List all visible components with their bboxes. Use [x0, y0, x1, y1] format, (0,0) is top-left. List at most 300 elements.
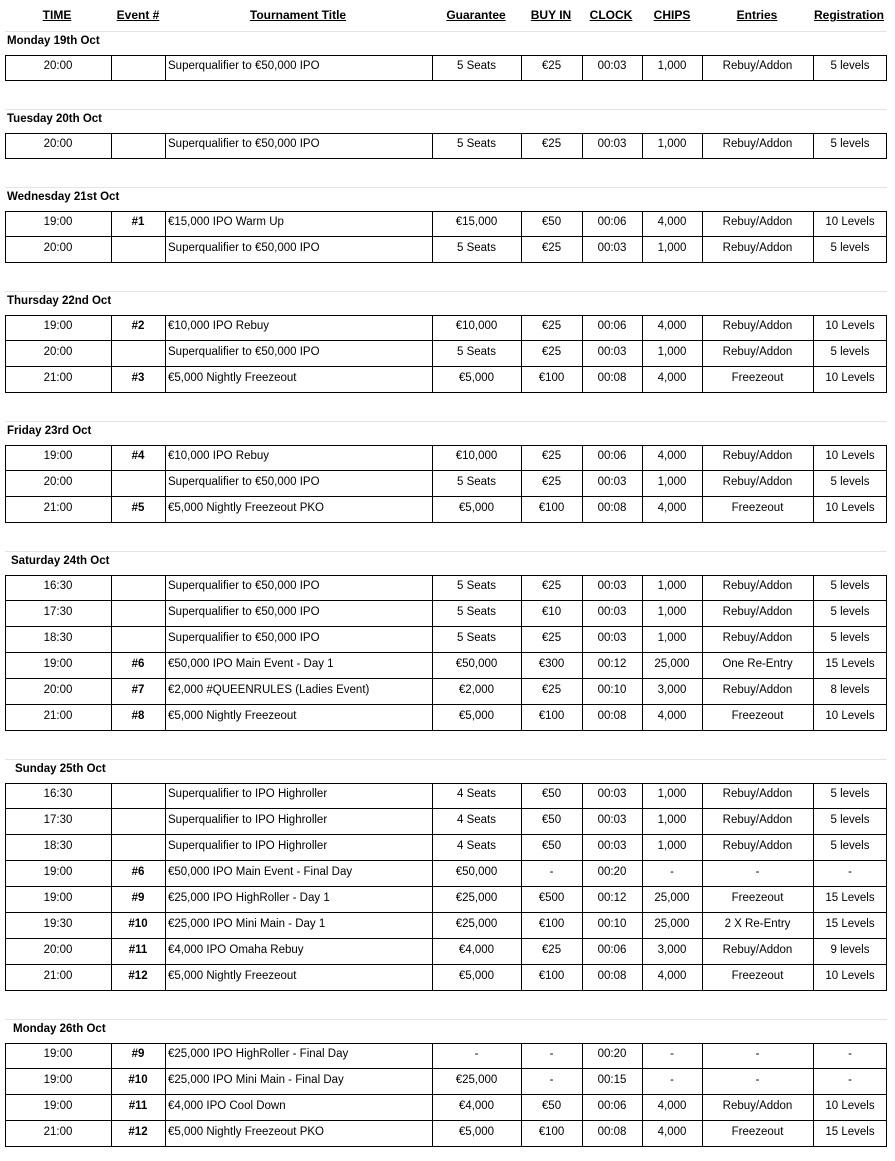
- cell-time: 19:00: [43, 450, 73, 462]
- cell-time: 19:00: [43, 658, 73, 670]
- cell-entries: Rebuy/Addon: [722, 476, 793, 488]
- cell-guarantee: €10,000: [455, 450, 498, 462]
- cell-entries: Rebuy/Addon: [722, 814, 793, 826]
- cell-event: #8: [131, 710, 145, 722]
- cell-guarantee: 5 Seats: [457, 632, 496, 644]
- column-header-buyin: BUY IN: [530, 8, 572, 22]
- cell-time: 20:00: [43, 944, 73, 956]
- cell-title: €50,000 IPO Main Event - Day 1: [168, 658, 334, 670]
- cell-buyin: €100: [538, 1126, 565, 1138]
- cell-title: €15,000 IPO Warm Up: [168, 216, 284, 228]
- cell-chips: -: [670, 1048, 674, 1060]
- day-divider: [5, 291, 887, 292]
- cell-guarantee: €25,000: [455, 918, 498, 930]
- cell-guarantee: €2,000: [458, 684, 495, 696]
- cell-entries: Rebuy/Addon: [722, 242, 793, 254]
- table-row: [5, 887, 887, 913]
- cell-entries: Rebuy/Addon: [722, 788, 793, 800]
- cell-buyin: €25: [541, 242, 562, 254]
- cell-title: €2,000 #QUEENRULES (Ladies Event): [168, 684, 370, 696]
- cell-time: 20:00: [43, 60, 73, 72]
- cell-chips: 1,000: [657, 788, 687, 800]
- cell-chips: 25,000: [654, 658, 690, 670]
- cell-buyin: -: [549, 866, 554, 878]
- cell-chips: 4,000: [657, 1100, 687, 1112]
- cell-chips: 4,000: [657, 372, 687, 384]
- table-row: [5, 237, 887, 263]
- table-row: [5, 575, 887, 601]
- cell-time: 20:00: [43, 138, 73, 150]
- cell-guarantee: 4 Seats: [457, 814, 496, 826]
- cell-title: €5,000 Nightly Freezeout PKO: [168, 1126, 324, 1138]
- cell-entries: One Re-Entry: [722, 658, 793, 670]
- cell-clock: 00:08: [597, 502, 627, 514]
- column-header-guarantee: Guarantee: [446, 8, 506, 22]
- cell-time: 21:00: [43, 502, 73, 514]
- cell-registration: 5 levels: [830, 788, 870, 800]
- cell-buyin: €25: [541, 684, 562, 696]
- cell-entries: Rebuy/Addon: [722, 684, 793, 696]
- cell-clock: 00:08: [597, 1126, 627, 1138]
- cell-registration: 10 Levels: [825, 970, 875, 982]
- table-row: [5, 653, 887, 679]
- cell-clock: 00:03: [597, 788, 627, 800]
- cell-title: Superqualifier to IPO Highroller: [168, 788, 328, 800]
- day-heading: Monday 26th Oct: [13, 1023, 106, 1035]
- day-divider: [5, 109, 887, 110]
- cell-registration: 9 levels: [830, 944, 870, 956]
- cell-event: [111, 783, 165, 809]
- table-row: [5, 1121, 887, 1147]
- cell-time: 19:00: [43, 1100, 73, 1112]
- column-header-entries: Entries: [736, 8, 778, 22]
- cell-entries: Rebuy/Addon: [722, 320, 793, 332]
- cell-registration: 10 Levels: [825, 320, 875, 332]
- cell-time: 20:00: [43, 476, 73, 488]
- cell-clock: 00:20: [597, 1048, 627, 1060]
- cell-guarantee: €5,000: [458, 970, 495, 982]
- cell-event: [111, 471, 165, 497]
- cell-event: [111, 575, 165, 601]
- cell-event: #1: [131, 216, 145, 228]
- cell-guarantee: 5 Seats: [457, 242, 496, 254]
- cell-registration: 5 levels: [830, 580, 870, 592]
- cell-clock: 00:10: [597, 684, 627, 696]
- table-row: [5, 809, 887, 835]
- day-divider: [5, 187, 887, 188]
- column-header-clock: CLOCK: [589, 8, 633, 22]
- table-row: [5, 705, 887, 731]
- cell-clock: 00:08: [597, 710, 627, 722]
- cell-buyin: €50: [541, 1100, 562, 1112]
- cell-title: Superqualifier to €50,000 IPO: [168, 606, 320, 618]
- cell-entries: Freezeout: [731, 892, 784, 904]
- day-heading: Wednesday 21st Oct: [7, 191, 120, 203]
- cell-clock: 00:03: [597, 840, 627, 852]
- cell-title: €5,000 Nightly Freezeout: [168, 710, 297, 722]
- cell-time: 16:30: [43, 580, 73, 592]
- cell-event: #10: [128, 918, 148, 930]
- day-divider: [5, 551, 887, 552]
- cell-title: €25,000 IPO HighRoller - Day 1: [168, 892, 330, 904]
- cell-guarantee: €25,000: [455, 1074, 498, 1086]
- cell-title: Superqualifier to €50,000 IPO: [168, 476, 320, 488]
- cell-entries: Freezeout: [731, 502, 784, 514]
- cell-registration: 5 levels: [830, 840, 870, 852]
- table-row: [5, 939, 887, 965]
- cell-registration: 15 Levels: [825, 918, 875, 930]
- cell-event: #11: [128, 1100, 148, 1112]
- cell-guarantee: €50,000: [455, 866, 498, 878]
- cell-time: 20:00: [43, 346, 73, 358]
- cell-guarantee: €50,000: [455, 658, 498, 670]
- cell-chips: 25,000: [654, 918, 690, 930]
- day-heading: Friday 23rd Oct: [7, 425, 92, 437]
- day-heading: Monday 19th Oct: [7, 35, 100, 47]
- cell-registration: 10 Levels: [825, 710, 875, 722]
- day-heading: Tuesday 20th Oct: [7, 113, 103, 125]
- table-row: [5, 341, 887, 367]
- cell-registration: 10 Levels: [825, 1100, 875, 1112]
- cell-guarantee: 5 Seats: [457, 60, 496, 72]
- cell-chips: -: [670, 1074, 674, 1086]
- cell-buyin: €25: [541, 138, 562, 150]
- table-row: [5, 861, 887, 887]
- cell-guarantee: €5,000: [458, 710, 495, 722]
- cell-clock: 00:06: [597, 1100, 627, 1112]
- cell-registration: 5 levels: [830, 476, 870, 488]
- cell-event: #9: [131, 1048, 145, 1060]
- cell-time: 18:30: [43, 840, 73, 852]
- cell-clock: 00:03: [597, 580, 627, 592]
- cell-event: #6: [131, 866, 145, 878]
- cell-clock: 00:10: [597, 918, 627, 930]
- cell-time: 21:00: [43, 710, 73, 722]
- cell-chips: 4,000: [657, 450, 687, 462]
- cell-title: €25,000 IPO Mini Main - Final Day: [168, 1074, 344, 1086]
- cell-time: 21:00: [43, 970, 73, 982]
- table-row: [5, 965, 887, 991]
- cell-entries: Rebuy/Addon: [722, 840, 793, 852]
- cell-guarantee: 4 Seats: [457, 840, 496, 852]
- cell-title: Superqualifier to IPO Highroller: [168, 814, 328, 826]
- cell-clock: 00:20: [597, 866, 627, 878]
- cell-buyin: €50: [541, 216, 562, 228]
- cell-time: 19:00: [43, 216, 73, 228]
- cell-buyin: -: [549, 1074, 554, 1086]
- cell-entries: Rebuy/Addon: [722, 450, 793, 462]
- cell-title: Superqualifier to €50,000 IPO: [168, 138, 320, 150]
- cell-clock: 00:03: [597, 476, 627, 488]
- cell-buyin: €25: [541, 476, 562, 488]
- day-divider: [5, 1019, 887, 1020]
- cell-clock: 00:03: [597, 632, 627, 644]
- cell-event: [111, 627, 165, 653]
- table-row: [5, 627, 887, 653]
- cell-title: €10,000 IPO Rebuy: [168, 320, 270, 332]
- cell-event: [111, 835, 165, 861]
- cell-buyin: €100: [538, 918, 565, 930]
- cell-entries: Rebuy/Addon: [722, 60, 793, 72]
- cell-entries: Rebuy/Addon: [722, 1100, 793, 1112]
- cell-chips: 4,000: [657, 1126, 687, 1138]
- cell-registration: 5 levels: [830, 60, 870, 72]
- day-divider: [5, 31, 887, 32]
- cell-registration: 5 levels: [830, 346, 870, 358]
- cell-time: 20:00: [43, 684, 73, 696]
- cell-time: 19:00: [43, 866, 73, 878]
- cell-buyin: €500: [538, 892, 565, 904]
- cell-event: #11: [128, 944, 148, 956]
- cell-clock: 00:03: [597, 814, 627, 826]
- cell-clock: 00:03: [597, 138, 627, 150]
- cell-chips: 3,000: [657, 944, 687, 956]
- table-row: [5, 445, 887, 471]
- day-heading: Saturday 24th Oct: [11, 555, 110, 567]
- cell-clock: 00:08: [597, 372, 627, 384]
- table-row: [5, 783, 887, 809]
- cell-chips: 1,000: [657, 580, 687, 592]
- cell-chips: 1,000: [657, 138, 687, 150]
- cell-guarantee: €5,000: [458, 372, 495, 384]
- cell-clock: 00:03: [597, 606, 627, 618]
- table-row: [5, 835, 887, 861]
- cell-event: #9: [131, 892, 145, 904]
- cell-clock: 00:03: [597, 242, 627, 254]
- column-header-registration: Registration: [813, 8, 884, 22]
- cell-title: Superqualifier to €50,000 IPO: [168, 60, 320, 72]
- column-header-time: TIME: [42, 8, 72, 22]
- table-row: [5, 471, 887, 497]
- cell-event: #7: [131, 684, 145, 696]
- cell-buyin: €50: [541, 840, 562, 852]
- cell-registration: 5 levels: [830, 606, 870, 618]
- cell-title: €5,000 Nightly Freezeout: [168, 970, 297, 982]
- cell-time: 19:00: [43, 320, 73, 332]
- cell-event: [111, 809, 165, 835]
- cell-buyin: €25: [541, 944, 562, 956]
- cell-registration: -: [848, 866, 852, 878]
- cell-clock: 00:12: [597, 658, 627, 670]
- cell-guarantee: €5,000: [458, 502, 495, 514]
- cell-registration: 5 levels: [830, 242, 870, 254]
- cell-buyin: €25: [541, 60, 562, 72]
- cell-time: 21:00: [43, 372, 73, 384]
- cell-guarantee: 5 Seats: [457, 580, 496, 592]
- cell-clock: 00:06: [597, 450, 627, 462]
- cell-chips: 4,000: [657, 216, 687, 228]
- table-row: [5, 913, 887, 939]
- cell-event: [111, 237, 165, 263]
- cell-buyin: €100: [538, 970, 565, 982]
- cell-chips: 4,000: [657, 502, 687, 514]
- cell-guarantee: 5 Seats: [457, 476, 496, 488]
- cell-time: 19:00: [43, 1048, 73, 1060]
- cell-event: #3: [131, 372, 145, 384]
- table-row: [5, 133, 887, 159]
- cell-entries: Rebuy/Addon: [722, 580, 793, 592]
- table-row: [5, 1095, 887, 1121]
- cell-clock: 00:12: [597, 892, 627, 904]
- cell-entries: Freezeout: [731, 372, 784, 384]
- cell-time: 19:00: [43, 1074, 73, 1086]
- cell-time: 19:30: [43, 918, 73, 930]
- cell-chips: 3,000: [657, 684, 687, 696]
- cell-guarantee: -: [474, 1048, 479, 1060]
- cell-event: [111, 133, 165, 159]
- cell-entries: Rebuy/Addon: [722, 632, 793, 644]
- cell-time: 17:30: [43, 814, 73, 826]
- cell-time: 20:00: [43, 242, 73, 254]
- cell-guarantee: €4,000: [458, 1100, 495, 1112]
- cell-registration: 5 levels: [830, 138, 870, 150]
- cell-chips: 4,000: [657, 970, 687, 982]
- cell-buyin: €50: [541, 814, 562, 826]
- cell-title: Superqualifier to €50,000 IPO: [168, 346, 320, 358]
- cell-guarantee: 5 Seats: [457, 346, 496, 358]
- cell-title: €25,000 IPO Mini Main - Day 1: [168, 918, 326, 930]
- cell-clock: 00:06: [597, 320, 627, 332]
- cell-guarantee: €25,000: [455, 892, 498, 904]
- cell-entries: Freezeout: [731, 710, 784, 722]
- day-divider: [5, 759, 887, 760]
- cell-event: #10: [128, 1074, 148, 1086]
- cell-title: €4,000 IPO Omaha Rebuy: [168, 944, 304, 956]
- cell-buyin: €25: [541, 320, 562, 332]
- cell-buyin: €100: [538, 372, 565, 384]
- cell-title: €10,000 IPO Rebuy: [168, 450, 270, 462]
- cell-event: #4: [131, 450, 145, 462]
- column-header-title: Tournament Title: [249, 8, 347, 22]
- cell-title: €5,000 Nightly Freezeout PKO: [168, 502, 324, 514]
- cell-buyin: €300: [538, 658, 565, 670]
- cell-event: [111, 55, 165, 81]
- day-heading: Sunday 25th Oct: [15, 763, 106, 775]
- cell-chips: 1,000: [657, 476, 687, 488]
- cell-entries: Rebuy/Addon: [722, 346, 793, 358]
- cell-chips: -: [670, 866, 674, 878]
- cell-entries: Freezeout: [731, 1126, 784, 1138]
- cell-guarantee: €15,000: [455, 216, 498, 228]
- cell-registration: 15 Levels: [825, 892, 875, 904]
- cell-entries: 2 X Re-Entry: [724, 918, 791, 930]
- cell-time: 19:00: [43, 892, 73, 904]
- table-row: [5, 497, 887, 523]
- day-divider: [5, 421, 887, 422]
- cell-entries: Rebuy/Addon: [722, 606, 793, 618]
- cell-chips: 1,000: [657, 840, 687, 852]
- cell-chips: 25,000: [654, 892, 690, 904]
- table-row: [5, 55, 887, 81]
- cell-registration: 15 Levels: [825, 1126, 875, 1138]
- cell-event: #12: [128, 970, 148, 982]
- cell-time: 16:30: [43, 788, 73, 800]
- table-row: [5, 601, 887, 627]
- cell-title: Superqualifier to €50,000 IPO: [168, 242, 320, 254]
- cell-clock: 00:06: [597, 216, 627, 228]
- cell-buyin: €100: [538, 710, 565, 722]
- cell-registration: 8 levels: [830, 684, 870, 696]
- cell-entries: -: [755, 1048, 760, 1060]
- cell-title: €4,000 IPO Cool Down: [168, 1100, 286, 1112]
- cell-registration: 15 Levels: [825, 658, 875, 670]
- cell-registration: 10 Levels: [825, 502, 875, 514]
- cell-guarantee: 4 Seats: [457, 788, 496, 800]
- cell-time: 17:30: [43, 606, 73, 618]
- cell-registration: 5 levels: [830, 632, 870, 644]
- cell-time: 21:00: [43, 1126, 73, 1138]
- cell-registration: 10 Levels: [825, 216, 875, 228]
- cell-chips: 1,000: [657, 632, 687, 644]
- cell-title: €50,000 IPO Main Event - Final Day: [168, 866, 353, 878]
- cell-buyin: -: [549, 1048, 554, 1060]
- cell-guarantee: 5 Seats: [457, 138, 496, 150]
- table-row: [5, 367, 887, 393]
- cell-entries: Freezeout: [731, 970, 784, 982]
- cell-buyin: €25: [541, 346, 562, 358]
- cell-clock: 00:06: [597, 944, 627, 956]
- cell-buyin: €100: [538, 502, 565, 514]
- table-row: [5, 211, 887, 237]
- cell-event: [111, 601, 165, 627]
- cell-guarantee: €10,000: [455, 320, 498, 332]
- cell-entries: -: [755, 866, 760, 878]
- cell-title: Superqualifier to €50,000 IPO: [168, 632, 320, 644]
- cell-entries: Rebuy/Addon: [722, 944, 793, 956]
- cell-registration: -: [848, 1074, 852, 1086]
- cell-guarantee: €4,000: [458, 944, 495, 956]
- cell-chips: 4,000: [657, 710, 687, 722]
- cell-title: Superqualifier to €50,000 IPO: [168, 580, 320, 592]
- column-header-chips: CHIPS: [653, 8, 691, 22]
- cell-entries: -: [755, 1074, 760, 1086]
- cell-guarantee: €5,000: [458, 1126, 495, 1138]
- table-row: [5, 1043, 887, 1069]
- cell-registration: 5 levels: [830, 814, 870, 826]
- cell-time: 18:30: [43, 632, 73, 644]
- cell-clock: 00:03: [597, 60, 627, 72]
- cell-event: #12: [128, 1126, 148, 1138]
- cell-entries: Rebuy/Addon: [722, 216, 793, 228]
- cell-buyin: €50: [541, 788, 562, 800]
- cell-chips: 1,000: [657, 606, 687, 618]
- table-row: [5, 1069, 887, 1095]
- table-row: [5, 679, 887, 705]
- cell-registration: 10 Levels: [825, 450, 875, 462]
- cell-buyin: €25: [541, 580, 562, 592]
- cell-registration: -: [848, 1048, 852, 1060]
- cell-clock: 00:08: [597, 970, 627, 982]
- cell-guarantee: 5 Seats: [457, 606, 496, 618]
- cell-clock: 00:15: [597, 1074, 627, 1086]
- cell-title: €5,000 Nightly Freezeout: [168, 372, 297, 384]
- cell-chips: 4,000: [657, 320, 687, 332]
- column-header-event: Event #: [116, 8, 160, 22]
- cell-entries: Rebuy/Addon: [722, 138, 793, 150]
- table-row: [5, 315, 887, 341]
- cell-buyin: €25: [541, 450, 562, 462]
- cell-title: Superqualifier to IPO Highroller: [168, 840, 328, 852]
- cell-event: [111, 341, 165, 367]
- cell-clock: 00:03: [597, 346, 627, 358]
- cell-chips: 1,000: [657, 242, 687, 254]
- cell-event: #2: [131, 320, 145, 332]
- day-heading: Thursday 22nd Oct: [7, 295, 112, 307]
- cell-event: #6: [131, 658, 145, 670]
- cell-buyin: €25: [541, 632, 562, 644]
- cell-registration: 10 Levels: [825, 372, 875, 384]
- cell-chips: 1,000: [657, 346, 687, 358]
